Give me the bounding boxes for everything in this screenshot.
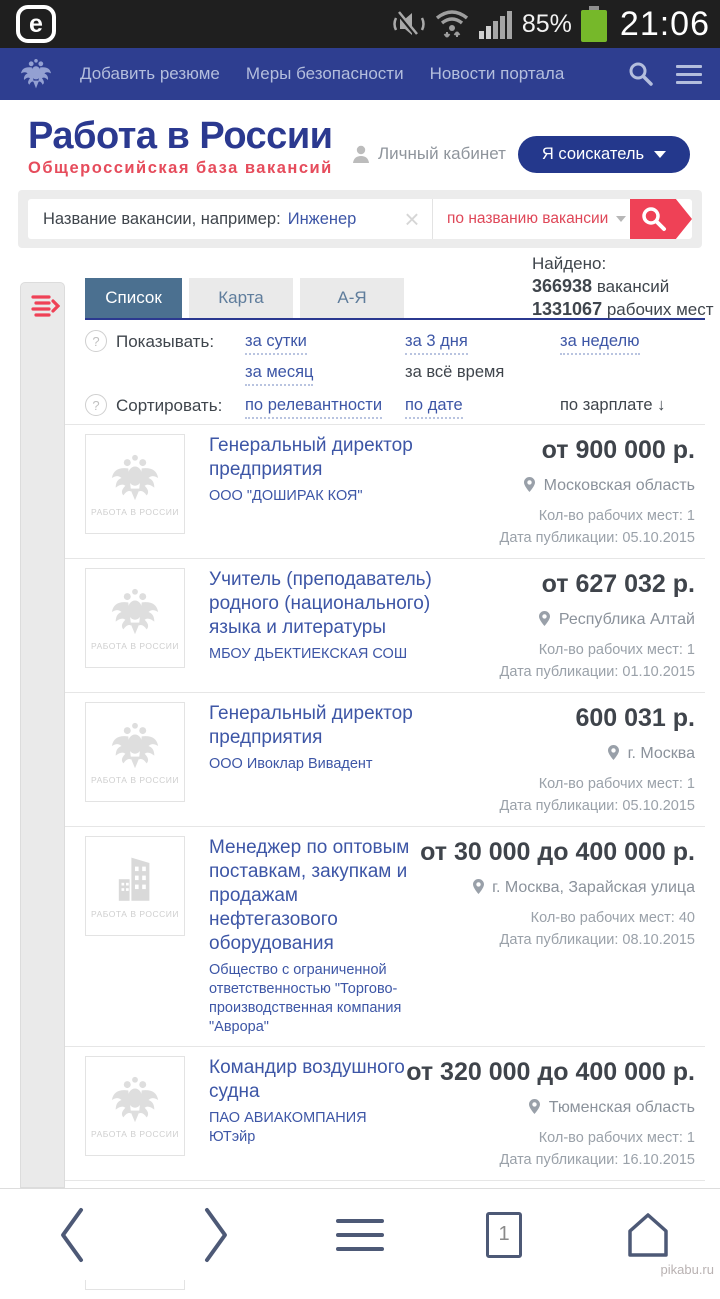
search-results-section <box>0 248 720 1299</box>
vacancy-card[interactable] <box>64 826 705 1046</box>
signal-strength-icon <box>479 9 513 39</box>
role-selector-button[interactable]: Я соискатель <box>518 136 690 173</box>
chevron-down-icon <box>654 151 666 158</box>
location-pin-icon <box>473 879 484 894</box>
watermark: pikabu.ru <box>660 1262 714 1277</box>
job-location: Республика Алтай <box>461 611 695 629</box>
job-company-link[interactable]: ООО "ДОШИРАК КОЯ" <box>209 488 363 504</box>
job-published: Дата публикации: 05.10.2015 <box>499 798 695 814</box>
sort-option-date[interactable]: по дате <box>405 396 560 416</box>
site-logo-subtitle: Общероссийская база вакансий <box>28 159 333 177</box>
eagle-emblem-icon <box>106 1074 164 1128</box>
vacancy-search-panel <box>18 190 702 248</box>
show-option-alltime[interactable]: за всё время <box>405 363 505 381</box>
job-location: г. Москва <box>461 745 695 763</box>
job-published: Дата публикации: 05.10.2015 <box>499 530 695 546</box>
location-pin-icon <box>539 611 550 626</box>
job-salary: от 900 000 р. <box>541 436 695 464</box>
job-company-link[interactable]: ООО Ивоклар Вивадент <box>209 756 373 772</box>
battery-percent: 85% <box>521 9 572 38</box>
job-company-link[interactable]: Общество с ограниченной ответственностью "Торгово-производственная компания "Аврора" <box>209 962 402 1035</box>
sort-filter-label: Сортировать: <box>116 396 223 415</box>
job-salary: от 320 000 до 400 000 р. <box>406 1058 695 1086</box>
eagle-emblem-icon <box>106 586 164 640</box>
eagle-emblem-icon <box>106 720 164 774</box>
sort-option-relevance[interactable]: по релевантности <box>245 396 405 416</box>
forward-icon <box>201 1206 231 1264</box>
job-location: Тюменская область <box>406 1099 695 1117</box>
company-logo-placeholder: РАБОТА В РОССИИ <box>85 434 185 534</box>
location-pin-icon <box>608 745 619 760</box>
building-icon <box>108 854 162 908</box>
tab-map[interactable]: Карта <box>189 278 293 318</box>
job-workplaces: Кол-во рабочих мест: 1 <box>538 776 695 792</box>
filters-toggle-icon[interactable] <box>30 292 60 322</box>
job-published: Дата публикации: 08.10.2015 <box>499 932 695 948</box>
search-icon[interactable] <box>628 61 654 87</box>
job-salary: от 627 032 р. <box>541 570 695 598</box>
results-count: Найдено: 366938 вакансий 1331067 рабочих мест <box>532 254 714 319</box>
portal-navbar <box>0 48 720 100</box>
job-title-link[interactable]: Командир воздушного судна <box>209 1057 405 1102</box>
job-title-link[interactable]: Менеджер по оптовым поставкам, закупкам и продажам нефтегазового оборудования <box>209 837 410 954</box>
show-option-week[interactable]: за неделю <box>560 332 705 351</box>
back-icon <box>57 1206 87 1264</box>
browser-tabs-button[interactable] <box>432 1189 576 1280</box>
nav-link-news[interactable]: Новости портала <box>429 64 565 83</box>
show-filter-label: Показывать: <box>116 332 215 351</box>
tab-count-icon: 1 <box>486 1212 522 1258</box>
job-company-link[interactable]: МБОУ ДЬЕКТИЕКСКАЯ СОШ <box>209 646 408 662</box>
state-emblem-icon <box>18 55 54 93</box>
job-workplaces: Кол-во рабочих мест: 1 <box>538 642 695 658</box>
company-logo-placeholder: РАБОТА В РОССИИ <box>85 568 185 668</box>
vacancy-search-input[interactable]: Название вакансии, например: Инженер <box>43 209 357 228</box>
show-option-month[interactable]: за месяц <box>245 363 405 382</box>
job-title-link[interactable]: Учитель (преподаватель) родного (национального) языка и литературы <box>209 569 432 638</box>
eagle-emblem-icon <box>106 452 164 506</box>
vacancy-card[interactable] <box>64 692 705 826</box>
help-icon[interactable]: ? <box>85 394 107 416</box>
show-option-3days[interactable]: за 3 дня <box>405 332 560 351</box>
clock: 21:06 <box>619 4 710 43</box>
wifi-icon <box>434 8 470 40</box>
job-salary: 600 031 р. <box>575 704 695 732</box>
job-location: г. Москва, Зарайская улица <box>420 879 695 897</box>
company-logo-placeholder: РАБОТА В РОССИИ <box>85 702 185 802</box>
personal-account-link[interactable]: Личный кабинет <box>352 144 506 164</box>
vacancy-list <box>64 424 705 1299</box>
tab-alphabet[interactable]: А-Я <box>300 278 404 318</box>
browser-back-button[interactable] <box>0 1189 144 1280</box>
sort-option-salary[interactable]: по зарплате ↓ <box>560 396 666 414</box>
browser-forward-button[interactable] <box>144 1189 288 1280</box>
mute-icon <box>393 9 425 39</box>
android-status-bar <box>0 0 720 48</box>
site-logo[interactable]: Работа в России <box>28 115 333 157</box>
job-published: Дата публикации: 16.10.2015 <box>499 1152 695 1168</box>
location-pin-icon <box>529 1099 540 1114</box>
search-submit-button[interactable] <box>630 199 692 239</box>
user-icon <box>352 145 370 164</box>
vacancy-card[interactable] <box>64 424 705 558</box>
job-company-link[interactable]: ПАО АВИАКОМПАНИЯ ЮТэйр <box>209 1110 367 1145</box>
results-filters <box>85 332 705 416</box>
nav-link-safety[interactable]: Меры безопасности <box>245 64 404 83</box>
menu-icon <box>336 1219 384 1251</box>
job-location: Московская область <box>461 477 695 495</box>
browser-menu-button[interactable] <box>288 1189 432 1280</box>
menu-icon[interactable] <box>676 65 702 84</box>
show-option-day[interactable]: за сутки <box>245 332 405 351</box>
job-title-link[interactable]: Генеральный директор предприятия <box>209 703 413 748</box>
location-pin-icon <box>524 477 535 492</box>
search-scope-dropdown[interactable]: по названию вакансии <box>432 199 630 239</box>
filters-side-strip[interactable] <box>20 282 65 1188</box>
help-icon[interactable]: ? <box>85 330 107 352</box>
vacancy-card[interactable] <box>64 558 705 692</box>
clear-input-icon[interactable]: × <box>404 203 420 234</box>
browser-app-icon: e <box>16 5 56 43</box>
home-icon <box>626 1211 670 1259</box>
chevron-down-icon <box>616 216 626 222</box>
browser-navigation-bar <box>0 1188 720 1280</box>
search-icon <box>641 206 667 232</box>
job-workplaces: Кол-во рабочих мест: 1 <box>538 508 695 524</box>
job-published: Дата публикации: 01.10.2015 <box>499 664 695 680</box>
job-salary: от 30 000 до 400 000 р. <box>420 838 695 866</box>
company-logo-placeholder: РАБОТА В РОССИИ <box>85 836 185 936</box>
job-workplaces: Кол-во рабочих мест: 1 <box>538 1130 695 1146</box>
job-title-link[interactable]: Генеральный директор предприятия <box>209 435 413 480</box>
job-workplaces: Кол-во рабочих мест: 40 <box>530 910 695 926</box>
battery-icon <box>581 6 607 42</box>
tab-list[interactable]: Список <box>85 278 182 318</box>
nav-link-add-resume[interactable]: Добавить резюме <box>80 64 220 83</box>
site-header <box>0 100 720 190</box>
company-logo-placeholder: РАБОТА В РОССИИ <box>85 1056 185 1156</box>
vacancy-card[interactable] <box>64 1046 705 1180</box>
